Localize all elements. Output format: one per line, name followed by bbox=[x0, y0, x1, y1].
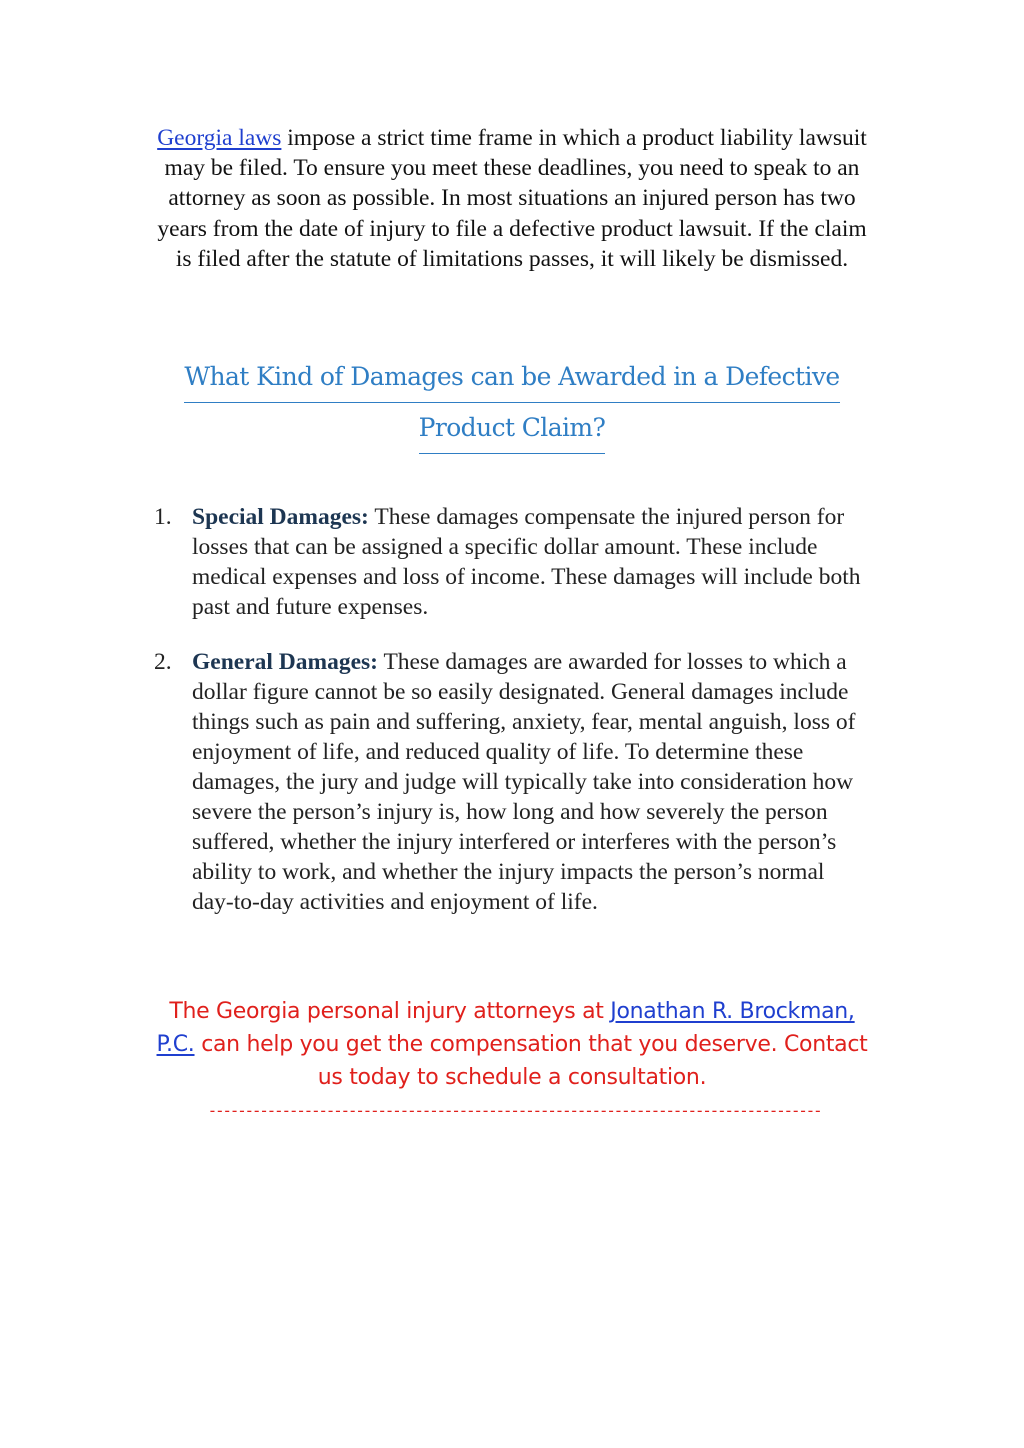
call-to-action bbox=[150, 995, 874, 1094]
heading-line-2: Product Claim? bbox=[419, 407, 606, 454]
intro-paragraph bbox=[150, 123, 874, 274]
term-general-damages: General Damages: bbox=[192, 649, 378, 675]
georgia-laws-link[interactable]: Georgia laws bbox=[157, 125, 282, 151]
term-special-damages: Special Damages: bbox=[192, 504, 369, 530]
heading-line-1: What Kind of Damages can be Awarded in a Defective bbox=[184, 356, 839, 403]
cta-text-after: can help you get the compensation that you deserve. Contact us today to schedule a consultation. bbox=[194, 1032, 868, 1090]
special-damages-text: These damages compensate the injured person for losses that can be assigned a specific dollar amount. These include medical expenses and loss of income. These damages will include both past and future expenses. bbox=[192, 504, 861, 620]
cta-text-before: The Georgia personal injury attorneys at bbox=[169, 999, 611, 1024]
dashed-divider: ----------------------------------------------------------------------------------- bbox=[207, 1101, 821, 1120]
section-heading bbox=[150, 356, 874, 454]
damages-list bbox=[152, 502, 872, 917]
law-firm-link[interactable]: Jonathan R. Brockman, P.C. bbox=[156, 999, 855, 1057]
list-item-general-damages bbox=[152, 647, 872, 917]
list-number: 1. bbox=[154, 504, 172, 530]
list-number: 2. bbox=[154, 649, 172, 675]
list-item-special-damages bbox=[152, 502, 872, 622]
intro-text: impose a strict time frame in which a product liability lawsuit may be filed. To ensure you meet these deadlines, you need to speak to an attorney as soon as possible. In most situations an injured person has two years from the date of injury to file a defective product lawsuit. If the claim is filed after the statute of limitations passes, it will likely be dismissed. bbox=[157, 125, 867, 272]
general-damages-text: These damages are awarded for losses to which a dollar figure cannot be so easily designated. General damages include things such as pain and suffering, anxiety, fear, mental anguish, loss of enjoyment of life, and reduced quality of life. To determine these damages, the jury and judge will typically take into consideration how severe the person’s injury is, how long and how severely the person suffered, whether the injury interfered or interferes with the person’s ability to work, and whether the injury impacts the person’s normal day-to-day activities and enjoyment of life. bbox=[192, 649, 856, 915]
